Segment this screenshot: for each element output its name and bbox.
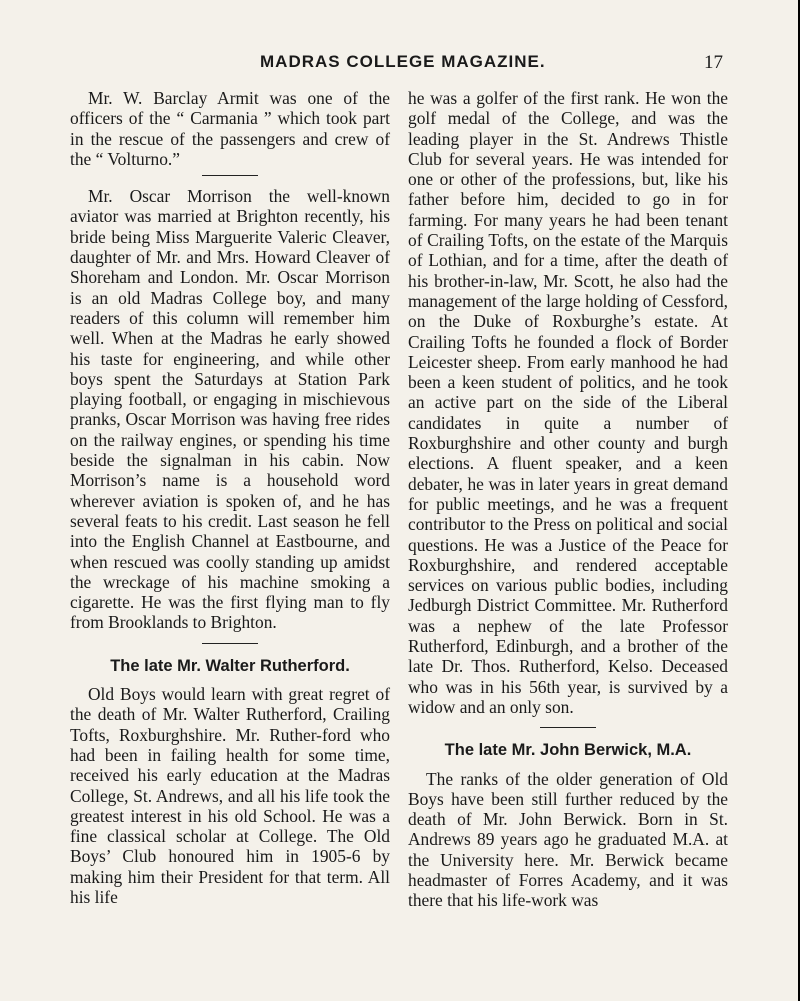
section-divider xyxy=(202,643,258,644)
article-morrison: Mr. Oscar Morrison the well-known aviator was married at Brighton recently, his bride being Miss Marguerite Valeric Cleaver, daughter of Mr. and Mrs. Howard Cleaver of Shoreham and London. Mr. Oscar Morrison is an old Madras College boy, and many readers of this column will remember him well. When at the Madras he early showed his taste for engineering, and while other boys spent the Saturdays at Station Park playing football, or engaging in mischievous pranks, Oscar Morrison was having free rides on the railway engines, or spending his time beside the signalman in his cabin. Now Morrison’s name is a household word wherever aviation is spoken of, and he has several feats to his credit. Last season he fell into the English Channel at Eastbourne, and when rescued was coolly standing up amidst the wreckage of his machine smoking a cigarette. He was the first flying man to fly from Brooklands to Brighton. xyxy=(70,186,390,633)
magazine-title: MADRAS COLLEGE MAGAZINE. xyxy=(260,52,546,71)
left-column xyxy=(70,88,390,907)
section-divider xyxy=(202,175,258,176)
heading-berwick: The late Mr. John Berwick, M.A. xyxy=(444,741,692,760)
page-number: 17 xyxy=(704,52,723,73)
article-rutherford-start: Old Boys would learn with great regret of the death of Mr. Walter Rutherford, Crailing Tofts, Roxburghshire. Mr. Ruther-ford who had been in failing health for some time, received his early education at the Madras College, St. Andrews, and all his life took the greatest interest in his old School. He was a fine classical scholar at College. The Old Boys’ Club honoured him in 1905-6 by making him their President for that term. All his life xyxy=(70,684,390,907)
heading-rutherford: The late Mr. Walter Rutherford. xyxy=(110,656,350,675)
article-berwick: The ranks of the older generation of Old Boys have been still further reduced by the death of Mr. John Berwick. Born in St. Andrews 89 years ago he graduated M.A. at the University here. Mr. Berwick became headmaster of Forres Academy, and it was there that his life-work was xyxy=(408,768,728,911)
section-divider xyxy=(540,727,596,728)
article-armit: Mr. W. Barclay Armit was one of the officers of the “ Carmania ” which took part in the rescue of the passengers and crew of the “ Volturno.” xyxy=(70,88,390,169)
page-header xyxy=(0,52,800,76)
right-column xyxy=(408,88,728,911)
article-rutherford-continued: he was a golfer of the first rank. He won the golf medal of the College, and was the leading player in the St. Andrews Thistle Club for several years. He was intended for one or other of the professions, but, like his father before him, decided to go in for farming. For many years he had been tenant of Crailing Tofts, on the estate of the Marquis of Lothian, and for a time, after the death of his brother-in-law, Mr. Scott, he also had the management of the large holding of Cessford, on the Duke of Roxburghe’s estate. At Crailing Tofts he founded a flock of Border Leicester sheep. From early manhood he had been a keen student of politics, and he took an active part on the side of the Liberal candidates in quite a number of Roxburghshire and other county and burgh elections. A fluent speaker, and a keen debater, he was in later years in great demand for public meetings, and he was a frequent contributor to the Press on political and social questions. He was a Justice of the Peace for Roxburghshire, and rendered acceptable services on various public bodies, including Jedburgh District Committee. Mr. Rutherford was a nephew of the late Professor Rutherford, Edinburgh, and a brother of the late Dr. Thos. Rutherford, Kelso. Deceased who was in his 56th year, is survived by a widow and an only son. xyxy=(408,88,728,717)
